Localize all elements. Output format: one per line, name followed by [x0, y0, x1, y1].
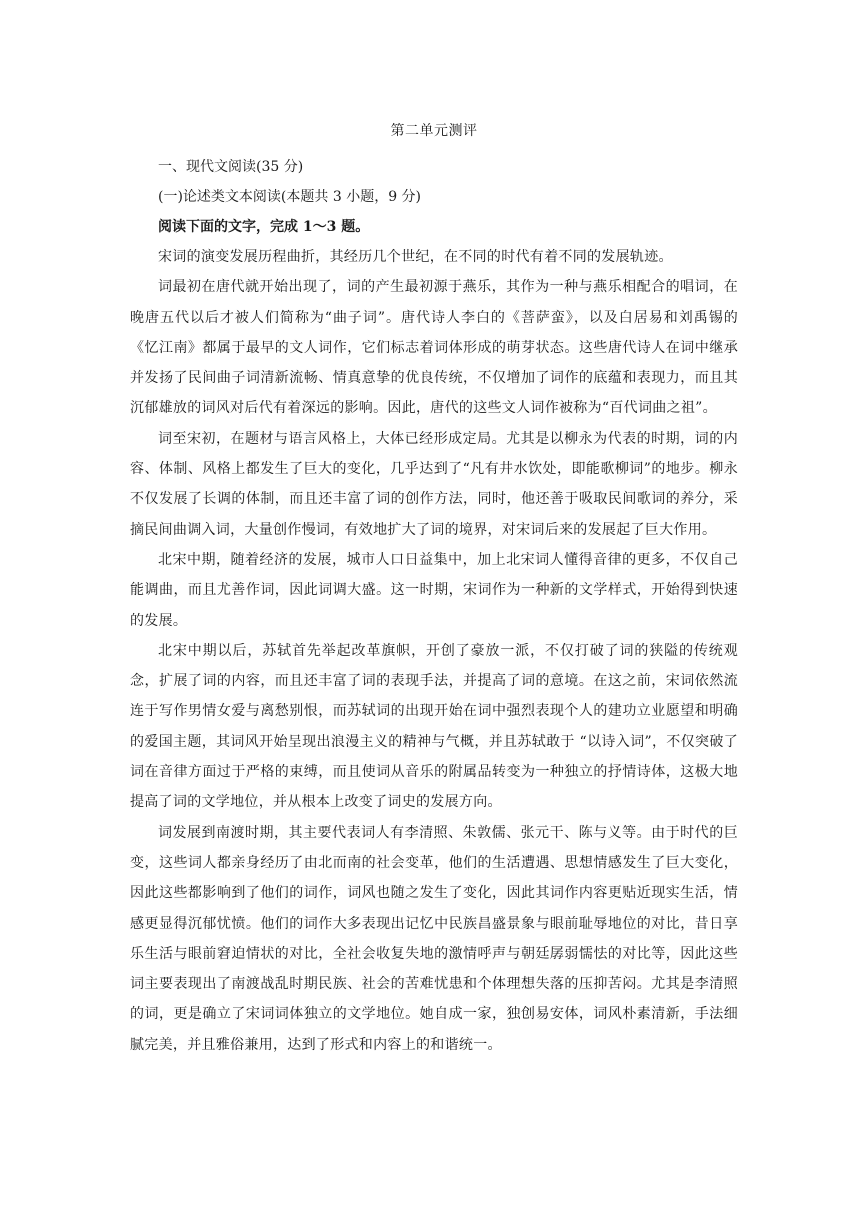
subsection-heading: (一)论述类文本阅读(本题共 3 小题，9 分) [158, 189, 422, 205]
reading-instruction: 阅读下面的文字，完成 1～3 题。 [158, 219, 370, 235]
paragraph-6: 词发展到南渡时期，其主要代表词人有李清照、朱敦儒、张元干、陈与义等。由于时代的巨变，这些词人都亲身经历了由北而南的社会变革，他们的生活遭遇、思想情感发生了巨大变化，因此这些都影响到了他们的词作，词风也随之发生了变化，因此其词作内容更贴近现实生活，情感更显得沉郁忧愤。他们的词作大多表现出记忆中民族昌盛景象与眼前耻辱地位的对比，昔日享乐生活与眼前窘迫情状的对比，全社会收复失地的激情呼声与朝廷孱弱懦怯的对比等，因此这些词主要表现出了南渡战乱时期民族、社会的苦难忧患和个体理想失落的压抑苦闷。尤其是李清照的词，更是确立了宋词词体独立的文学地位。她自成一家，独创易安体，词风朴素清新，手法细腻完美，并且雅俗兼用，达到了形式和内容上的和谐统一。 [130, 824, 738, 1053]
section-heading: 一、现代文阅读(35 分) [158, 159, 304, 175]
paragraph-3: 词至宋初，在题材与语言风格上，大体已经形成定局。尤其是以柳永为代表的时期，词的内容、体制、风格上都发生了巨大的变化，几乎达到了“凡有井水饮处，即能歌柳词”的地步。柳永不仅发展了长调的体制，而且还丰富了词的创作方法，同时，他还善于吸取民间歌词的养分，采摘民间曲调入词，大量创作慢词，有效地扩大了词的境界，对宋词后来的发展起了巨大作用。 [130, 430, 738, 538]
paragraph-2: 词最初在唐代就开始出现了，词的产生最初源于燕乐，其作为一种与燕乐相配合的唱词，在晚唐五代以后才被人们简称为“曲子词”。唐代诗人李白的《菩萨蛮》，以及白居易和刘禹锡的《忆江南》都属于最早的文人词作，它们标志着词体形成的萌芽状态。这些唐代诗人在词中继承并发扬了民间曲子词清新流畅、情真意挚的优良传统，不仅增加了词作的底蕴和表现力，而且其沉郁雄放的词风对后代有着深远的影响。因此，唐代的这些文人词作被称为“百代词曲之祖”。 [130, 279, 738, 417]
paragraph-1: 宋词的演变发展历程曲折，其经历几个世纪，在不同的时代有着不同的发展轨迹。 [158, 249, 673, 265]
paragraph-5: 北宋中期以后，苏轼首先举起改革旗帜，开创了豪放一派，不仅打破了词的狭隘的传统观念，扩展了词的内容，而且还丰富了词的表现手法，并提高了词的意境。在这之前，宋词依然流连于写作男情女爱与离愁别恨，而苏轼词的出现开始在词中强烈表现个人的建功立业愿望和明确的爱国主题，其词风开始呈现出浪漫主义的精神与气概，并且苏轼敢于 “以诗入词”，不仅突破了词在音律方面过于严格的束缚，而且使词从音乐的附属品转变为一种独立的抒情诗体，这极大地提高了词的文学地位，并从根本上改变了词史的发展方向。 [130, 642, 738, 811]
page-title: 第二单元测评 [390, 123, 478, 139]
document-page [130, 116, 738, 1060]
paragraph-4: 北宋中期，随着经济的发展，城市人口日益集中，加上北宋词人懂得音律的更多，不仅自己能调曲，而且尤善作词，因此词调大盛。这一时期，宋词作为一种新的文学样式，开始得到快速的发展。 [130, 551, 738, 629]
